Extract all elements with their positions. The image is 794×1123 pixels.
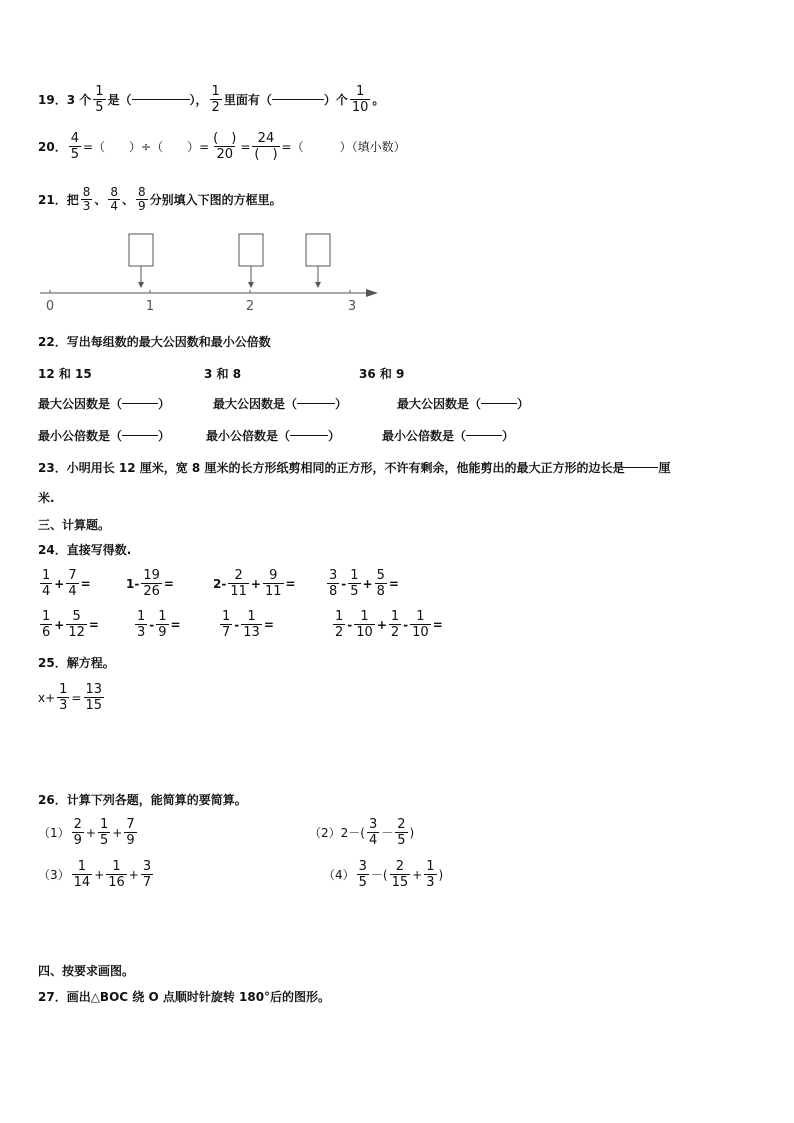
question-26-title: 26．计算下列各题，能简算的要简算。 <box>38 793 247 807</box>
question-25-title: 25．解方程。 <box>38 656 115 670</box>
expr-3: 2- $\frac{2}{11}$ + $\frac{9}{11}$ = <box>213 568 296 599</box>
gcd-row-2: 最大公因数是（ ） <box>213 397 348 411</box>
gcd-row-3: 最大公因数是（ ） <box>397 397 530 411</box>
answer-blank[interactable] <box>122 403 158 404</box>
answer-box-2[interactable] <box>239 234 263 266</box>
answer-blank[interactable] <box>122 435 158 436</box>
calc-1: （1） $\frac{2}{9}$ + $\frac{1}{5}$ + $\frac{7}{9}$ <box>38 817 135 848</box>
question-20: 20． $\frac{4}{5}$ =（ ）÷（ ）= $\frac{( )}{20}$ = $\frac{24}{( )}$ =（ ）（填小数） <box>38 131 406 162</box>
tick-label-3: 3 <box>347 299 357 314</box>
answer-box-1[interactable] <box>129 234 153 266</box>
expr-4: $\frac{3}{8}$ - $\frac{1}{5}$ + $\frac{5}{8}$ = <box>329 568 399 599</box>
tick-label-2: 2 <box>245 299 255 314</box>
question-21: 21． 把 $\frac{8}{3}$ 、 $\frac{8}{4}$ 、 $\frac{8}{9}$ 分别填入下图的方框里。 <box>38 185 282 213</box>
lcm-row-1: 最小公倍数是（ ） <box>38 429 171 443</box>
section-4-heading: 四、按要求画图。 <box>38 964 135 978</box>
gcd-row-1: 最大公因数是（ ） <box>38 397 171 411</box>
answer-blank[interactable] <box>466 435 502 436</box>
question-23-cont: 米. <box>38 491 55 505</box>
tick-label-0: 0 <box>45 299 55 314</box>
q21-number: 21． <box>38 193 67 207</box>
answer-blank[interactable] <box>132 99 190 100</box>
question-23: 23．小明用长 12 厘米，宽 8 厘米的长方形纸剪相同的正方形，不许有剩余，他能剪出的最大正方形的边长是 厘 <box>38 461 671 475</box>
group-label-3: 36 和 9 <box>359 367 405 381</box>
answer-blank[interactable] <box>272 99 324 100</box>
expr-8: $\frac{1}{2}$ - $\frac{1}{10}$ + $\frac{1}{2}$ - $\frac{1}{10}$ = <box>335 609 443 640</box>
question-22-title: 22．写出每组数的最大公因数和最小公倍数 <box>38 335 271 349</box>
equation: x+ $\frac{1}{3}$ = $\frac{13}{15}$ <box>38 682 103 713</box>
axis-arrow-icon <box>366 289 378 297</box>
fraction-blank[interactable]: $\frac{24}{( )}$ <box>254 131 278 162</box>
tick-label-1: 1 <box>145 299 155 314</box>
answer-box-3[interactable] <box>306 234 330 266</box>
calc-2: （2） 2－( $\frac{3}{4}$ － $\frac{2}{5}$ ) <box>309 817 415 848</box>
fraction: $\frac{8}{9}$ <box>138 185 146 213</box>
section-3-heading: 三、计算题。 <box>38 518 111 532</box>
fraction: $\frac{8}{4}$ <box>110 185 119 213</box>
q20-number: 20． <box>38 140 67 154</box>
expr-1: $\frac{1}{4}$ + $\frac{7}{4}$ = <box>42 568 91 599</box>
fraction: $\frac{8}{3}$ <box>82 185 91 213</box>
arrowhead-icon <box>315 282 321 288</box>
expr-5: $\frac{1}{6}$ + $\frac{5}{12}$ = <box>42 609 99 640</box>
lcm-row-3: 最小公倍数是（ ） <box>382 429 515 443</box>
expr-7: $\frac{1}{7}$ - $\frac{1}{13}$ = <box>222 609 274 640</box>
fraction-blank[interactable]: $\frac{( )}{20}$ <box>213 131 237 162</box>
expr-2: 1- $\frac{19}{26}$ = <box>126 568 174 599</box>
question-19: 19． 3 个 $\frac{1}{5}$ 是（ ）， $\frac{1}{2}$ 里面有（ ）个 $\frac{1}{10}$ 。 <box>38 84 385 115</box>
answer-blank[interactable] <box>290 435 328 436</box>
fraction: $\frac{1}{10}$ <box>351 84 369 115</box>
q19-number: 19． <box>38 93 67 107</box>
arrowhead-icon <box>248 282 254 288</box>
answer-blank[interactable] <box>481 403 517 404</box>
number-line-figure <box>36 228 386 318</box>
fraction: $\frac{1}{2}$ <box>211 84 220 115</box>
question-27: 27．画出△BOC 绕 O 点顺时针旋转 180°后的图形。 <box>38 990 331 1004</box>
arrowhead-icon <box>138 282 144 288</box>
group-label-2: 3 和 8 <box>204 367 242 381</box>
fraction: $\frac{4}{5}$ <box>70 131 79 162</box>
question-24-title: 24．直接写得数. <box>38 543 132 557</box>
calc-3: （3） $\frac{1}{14}$ + $\frac{1}{16}$ + $\frac{3}{7}$ <box>38 859 152 890</box>
answer-blank[interactable] <box>297 403 335 404</box>
expr-6: $\frac{1}{3}$ - $\frac{1}{9}$ = <box>137 609 181 640</box>
answer-blank[interactable] <box>624 467 658 468</box>
group-label-1: 12 和 15 <box>38 367 92 381</box>
fraction: $\frac{1}{5}$ <box>95 84 104 115</box>
calc-4: （4） $\frac{3}{5}$ －( $\frac{2}{15}$ + $\frac{1}{3}$ ) <box>323 859 444 890</box>
lcm-row-2: 最小公倍数是（ ） <box>206 429 341 443</box>
